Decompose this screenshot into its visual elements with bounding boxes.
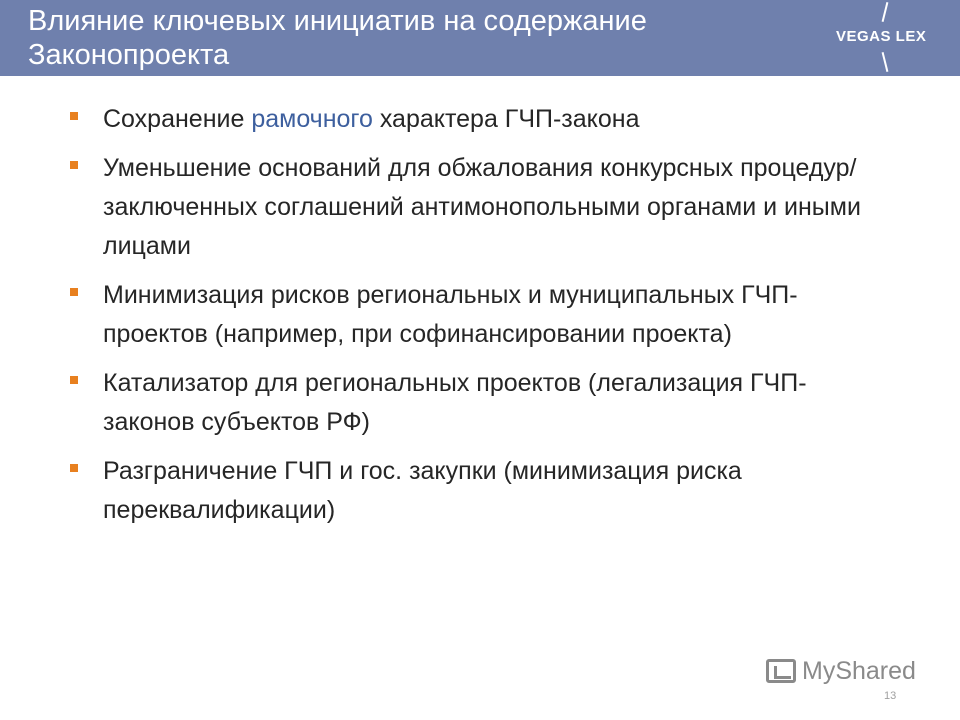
logo-slash-bottom-icon [882, 52, 889, 72]
bullet-text-part: Сохранение [103, 105, 252, 133]
square-bullet-icon [70, 288, 78, 296]
bullet-text: Минимизация рисков региональных и муниципальных ГЧП-проектов (например, при софинансировании проекта) [103, 281, 798, 348]
square-bullet-icon [70, 376, 78, 384]
bullet-text: Катализатор для региональных проектов (легализация ГЧП-законов субъектов РФ) [103, 369, 807, 436]
logo-slash-top-icon [882, 2, 889, 22]
bullet-item [66, 364, 886, 442]
bullet-list [66, 100, 886, 540]
bullet-text-part: характера ГЧП-закона [372, 105, 640, 133]
square-bullet-icon [70, 464, 78, 472]
slide-title [28, 4, 828, 72]
bullet-item [66, 149, 886, 266]
myshared-logo-icon [766, 659, 796, 683]
bullet-text: Разграничение ГЧП и гос. закупки (минимизация риска переквалификации) [103, 457, 742, 524]
bullet-text: Уменьшение оснований для обжалования конкурсных процедур/заключенных соглашений антимонопольными органами и иными лицами [103, 154, 861, 260]
watermark-text: MyShared [802, 656, 916, 685]
logo-text: VEGAS LEX [836, 28, 927, 45]
highlighted-word: рамочного [251, 105, 373, 133]
square-bullet-icon [70, 112, 78, 120]
title-line-1: Влияние ключевых инициатив на содержание [28, 5, 647, 37]
slide-header [0, 0, 960, 76]
square-bullet-icon [70, 161, 78, 169]
bullet-item [66, 100, 886, 139]
bullet-item [66, 276, 886, 354]
title-line-2: Законопроекта [28, 39, 230, 71]
myshared-watermark[interactable] [766, 656, 916, 686]
vegas-lex-logo [820, 0, 960, 76]
bullet-item [66, 452, 886, 530]
page-number: 13 [884, 690, 897, 702]
